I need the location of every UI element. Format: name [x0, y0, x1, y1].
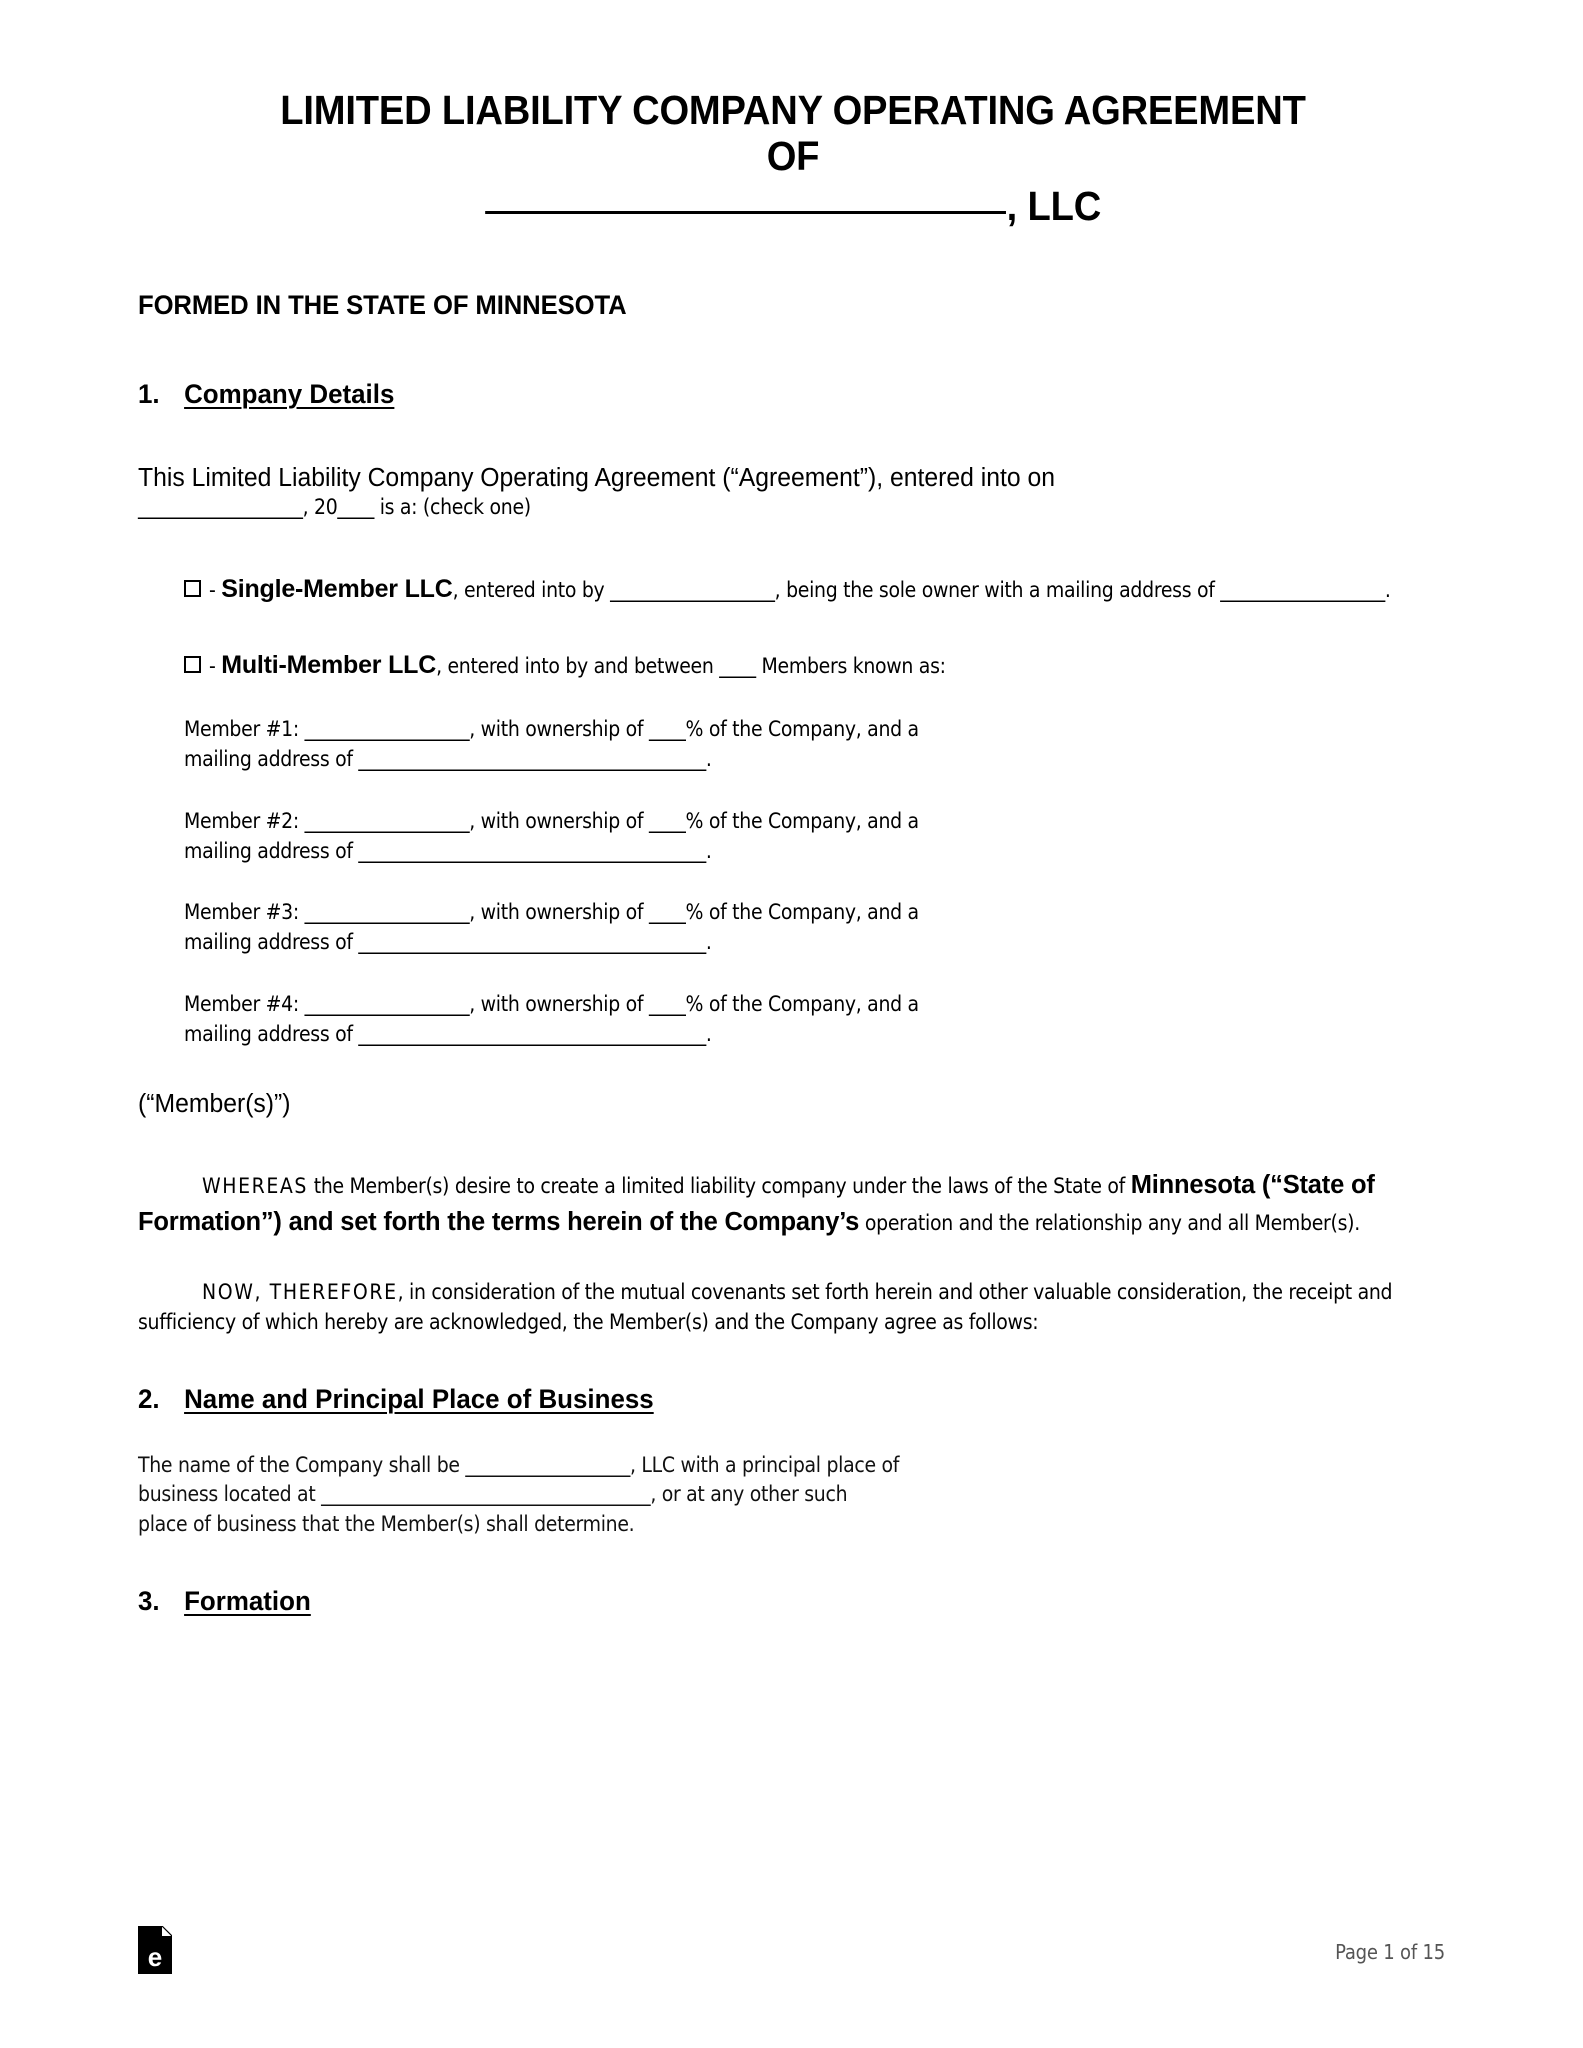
title-line-1: LIMITED LIABILITY COMPANY OPERATING AGREEMENT — [280, 87, 1306, 133]
agreement-intro-paragraph — [138, 426, 1448, 519]
option-multi-member-text: , entered into by and between ____ Members known as: — [436, 653, 946, 678]
state-of-formation-line: FORMED IN THE STATE OF MINNESOTA — [138, 289, 627, 320]
page-footer — [138, 1914, 1445, 1974]
member-line-2: mailing address of ______________________________________. — [184, 838, 712, 863]
option-single-member-text-2: with a mailing address of __________________. — [984, 577, 1391, 602]
member-entry-4[interactable] — [138, 958, 1448, 1050]
member-line-1: Member #1: __________________, with ownership of ____% of the Company, and a — [184, 717, 919, 742]
section-number: 3. — [138, 1585, 160, 1616]
checkbox-icon[interactable] — [184, 656, 201, 673]
title-line-3 — [184, 184, 1402, 230]
option-multi-member-label: Multi-Member LLC — [221, 650, 437, 679]
section-title: Formation — [184, 1585, 311, 1616]
page-title — [184, 0, 1402, 230]
checkbox-icon[interactable] — [184, 580, 201, 597]
whereas-text-2: operation and the relationship any and all Member(s). — [859, 1210, 1360, 1235]
option-single-member-llc[interactable] — [138, 535, 1448, 607]
members-definition-label: (“Member(s)”) — [138, 1089, 291, 1118]
member-line-2: mailing address of ______________________________________. — [184, 747, 712, 772]
member-line-2: mailing address of ______________________________________. — [184, 930, 712, 955]
title-llc-suffix: , LLC — [1006, 182, 1102, 229]
company-name-blank[interactable] — [485, 211, 1006, 214]
title-line-2: OF — [766, 132, 820, 179]
section-2-line-1: The name of the Company shall be __________________, LLC with a principal place of — [138, 1452, 900, 1477]
option-dash: - — [209, 577, 216, 602]
now-therefore-paragraph — [138, 1241, 1448, 1338]
member-line-2: mailing address of ______________________________________. — [184, 1021, 712, 1046]
now-therefore-text: , in consideration of the mutual covenants set forth herein and other valuable consideration, the receipt and sufficiency of which hereby are acknowledged, the Member(s) and the Company agree as follows: — [138, 1279, 1393, 1335]
agreement-intro-line-2: __________________, 20____ is a: (check one) — [138, 494, 531, 519]
section-heading-formation — [138, 1540, 1396, 1617]
whereas-paragraph — [138, 1119, 1448, 1241]
logo-letter: e — [147, 1942, 163, 1972]
section-2-line-3: place of business that the Member(s) shall determine. — [138, 1512, 635, 1537]
option-multi-member-llc[interactable] — [138, 607, 1448, 683]
eforms-logo-icon — [138, 1926, 172, 1974]
section-heading-company-details — [138, 321, 1396, 410]
option-single-member-label: Single-Member LLC — [221, 574, 453, 603]
member-entry-3[interactable] — [138, 866, 1448, 958]
section-title: Name and Principal Place of Business — [184, 1383, 654, 1414]
member-line-1: Member #3: __________________, with ownership of ____% of the Company, and a — [184, 900, 919, 925]
whereas-keyword: WHEREAS — [202, 1173, 309, 1198]
option-dash: - — [209, 653, 216, 678]
section-number: 1. — [138, 378, 160, 409]
agreement-intro-line-1: This Limited Liability Company Operating Agreement (“Agreement”), entered into on — [138, 463, 1056, 492]
whereas-text-1: the Member(s) desire to create a limited liability company under the laws of the State of — [308, 1173, 1131, 1198]
option-single-member-text-1: , entered into by __________________, being the sole owner — [452, 577, 979, 602]
whereas-emphasis: Minnesota (“State of Formation”) and set forth the terms herein of the Company’s — [138, 1170, 1375, 1236]
member-line-1: Member #4: __________________, with ownership of ____% of the Company, and a — [184, 992, 919, 1017]
member-entry-2[interactable] — [138, 775, 1448, 867]
section-number: 2. — [138, 1383, 160, 1414]
member-entry-1[interactable] — [138, 683, 1448, 775]
document-content — [138, 0, 1448, 1617]
section-2-body — [138, 1415, 1448, 1540]
member-line-1: Member #2: __________________, with ownership of ____% of the Company, and a — [184, 808, 919, 833]
page-number: Page 1 of 15 — [1335, 1940, 1445, 1964]
section-heading-name-and-principal-place — [138, 1338, 1396, 1415]
section-2-line-2: business located at ____________________________________, or at any other such — [138, 1482, 848, 1507]
now-therefore-keyword: NOW, THEREFORE — [202, 1279, 398, 1304]
section-title: Company Details — [184, 378, 395, 409]
